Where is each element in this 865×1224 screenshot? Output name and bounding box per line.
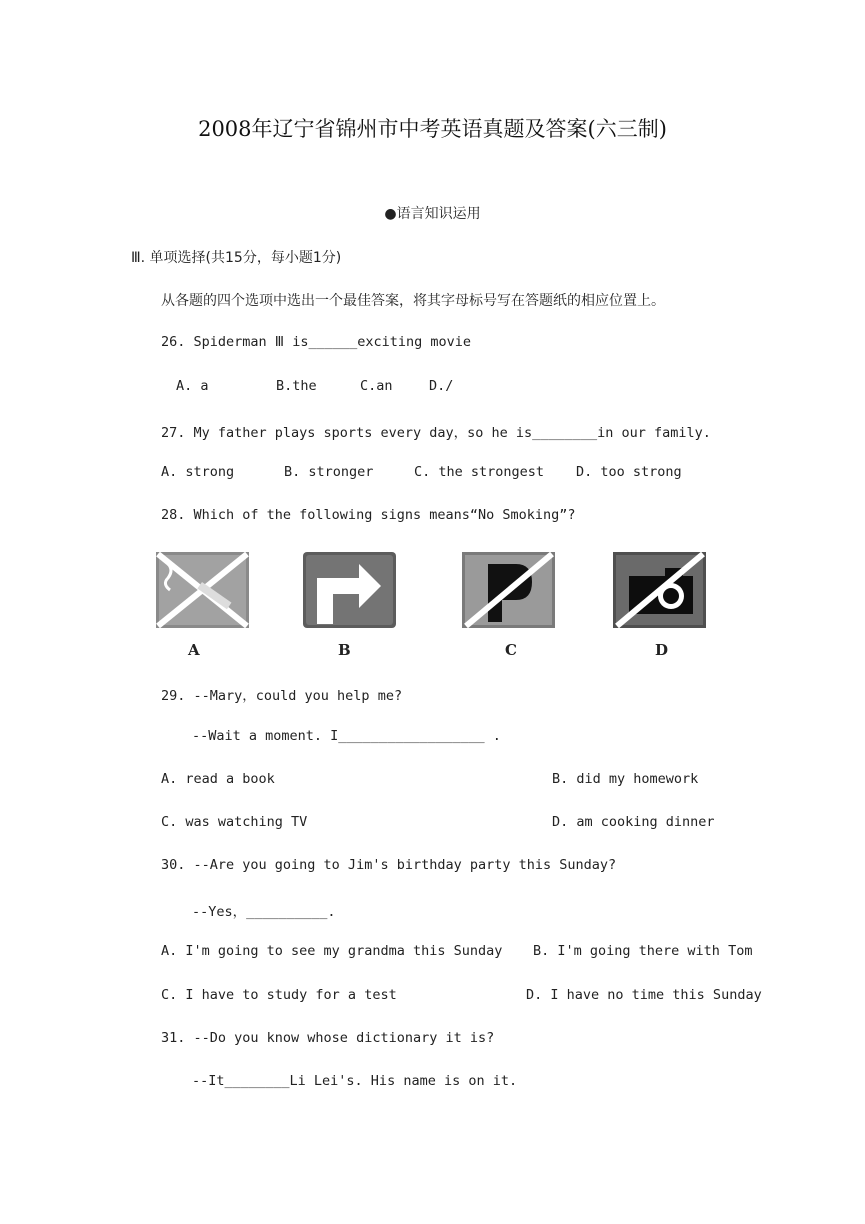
- page-title: 2008年辽宁省锦州市中考英语真题及答案(六三制): [198, 117, 667, 141]
- question-27-option-a: A. strong: [161, 464, 235, 480]
- question-29-option-b: B. did my homework: [552, 771, 699, 787]
- question-30-option-b: B. I'm going there with Tom: [533, 943, 753, 959]
- question-30-option-d: D. I have no time this Sunday: [526, 987, 762, 1003]
- part-heading: Ⅲ. 单项选择(共15分，每小题1分): [131, 250, 342, 266]
- turn-right-arrow-icon: [303, 552, 396, 628]
- question-30-option-c: C. I have to study for a test: [161, 987, 397, 1003]
- question-26-option-c: C.an: [360, 378, 393, 394]
- sign-label-d: D: [655, 641, 669, 659]
- question-31-stem: 31. --Do you know whose dictionary it is?: [161, 1030, 495, 1046]
- question-27-option-b: B. stronger: [284, 464, 374, 480]
- no-parking-icon: [462, 552, 555, 628]
- no-smoking-icon: [156, 552, 249, 628]
- sign-label-a: A: [188, 641, 200, 659]
- question-30-option-a: A. I'm going to see my grandma this Sunday: [161, 943, 503, 959]
- question-29-stem: 29. --Mary，could you help me?: [161, 688, 403, 704]
- question-30-stem: 30. --Are you going to Jim's birthday party this Sunday?: [161, 857, 617, 873]
- sign-label-b: B: [338, 641, 351, 659]
- question-26-option-b: B.the: [276, 378, 317, 394]
- question-27-stem: 27. My father plays sports every day，so he is________in our family.: [161, 425, 711, 441]
- question-28-stem: 28. Which of the following signs means“No Smoking”?: [161, 507, 576, 523]
- no-camera-icon: [613, 552, 706, 628]
- question-29-reply: --Wait a moment. I__________________ .: [192, 728, 501, 744]
- question-29-option-a: A. read a book: [161, 771, 275, 787]
- question-27-option-c: C. the strongest: [414, 464, 545, 480]
- sign-label-c: C: [505, 641, 517, 659]
- question-30-reply: --Yes，__________.: [192, 904, 336, 920]
- question-27-option-d: D. too strong: [576, 464, 682, 480]
- question-29-option-c: C. was watching TV: [161, 814, 308, 830]
- question-26-stem: 26. Spiderman Ⅲ is______exciting movie: [161, 334, 472, 350]
- question-26-option-d: D./: [429, 378, 454, 394]
- question-29-option-d: D. am cooking dinner: [552, 814, 715, 830]
- instruction-text: 从各题的四个选项中选出一个最佳答案，将其字母标号写在答题纸的相应位置上。: [161, 293, 665, 309]
- question-26-option-a: A. a: [176, 378, 209, 394]
- question-31-reply: --It________Li Lei's. His name is on it.: [192, 1073, 518, 1089]
- section-heading: ●语言知识运用: [384, 206, 481, 222]
